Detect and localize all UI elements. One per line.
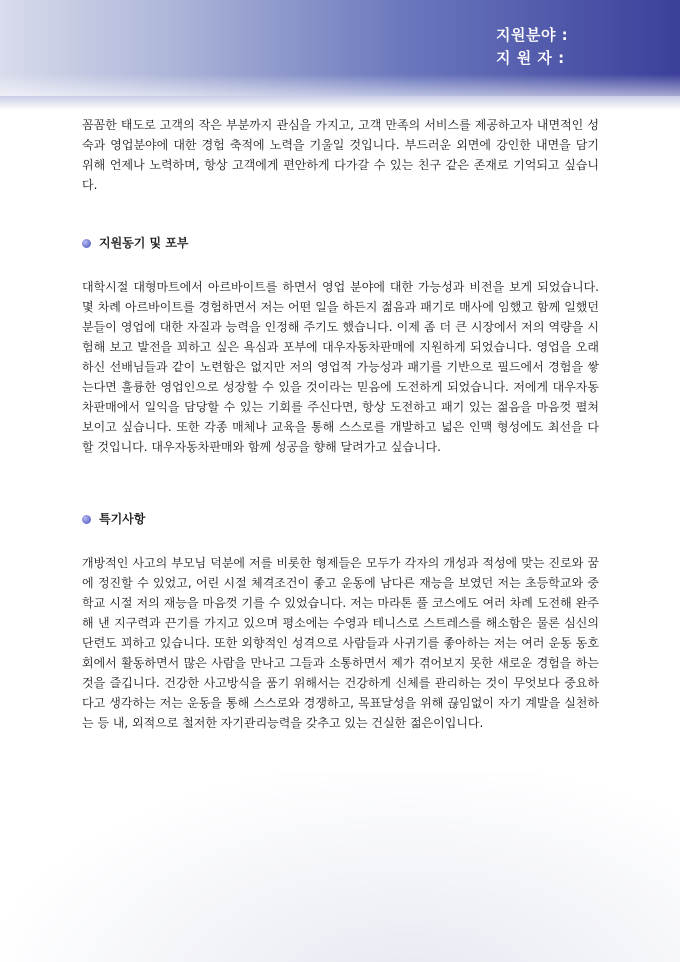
applicant-label: 지 원 자 : [496, 49, 565, 67]
document-body [82, 115, 599, 733]
header-glow [0, 96, 680, 110]
motivation-paragraph: 대학시절 대형마트에서 아르바이트를 하면서 영업 분야에 대한 가능성과 비전을 보게 되었습니다. 몇 차례 아르바이트를 경험하면서 저는 어떤 일을 하든지 젊음과 패기로 매사에 임했고 함께 일했던 분들이 영업에 대한 자질과 능력을 인정해 주기도 했습니다. 이제 좀 더 큰 시장에서 저의 역량을 시험해 보고 발전을 꾀하고 싶은 욕심과 포부에 대우자동차판매에 지원하게 되었습니다. 영업을 오래하신 선배님들과 같이 노련함은 없지만 저의 영업적 가능성과 패기를 기반으로 필드에서 경험을 쌓는다면 훌륭한 영업인으로 성장할 수 있을 것이라는 믿음에 도전하게 되었습니다. 저에게 대우자동차판매에서 일익을 담당할 수 있는 기회를 주신다면, 항상 도전하고 패기 있는 젊음을 마음껏 펼쳐 보이고 싶습니다. 또한 각종 매체나 교육을 통해 스스로를 개발하고 넓은 인맥 형성에도 최선을 다할 것입니다. 대우자동차판매와 함께 성공을 향해 달려가고 싶습니다. [82, 280, 599, 454]
header-labels [496, 24, 568, 70]
section-heading-specialties [82, 509, 599, 529]
bullet-icon [82, 515, 91, 524]
bottom-decoration [0, 772, 680, 962]
section-title: 지원동기 및 포부 [99, 236, 189, 250]
specialties-paragraph: 개방적인 사고의 부모님 덕분에 저를 비롯한 형제들은 모두가 각자의 개성과 적성에 맞는 진로와 꿈에 정진할 수 있었고, 어린 시절 체격조건이 좋고 운동에 남다른 재능을 보였던 저는 초등학교와 중학교 시절 저의 재능을 마음껏 기를 수 있었습니다. 저는 마라톤 풀 코스에도 여러 차례 도전해 완주해 낸 지구력과 끈기를 가지고 있으며 평소에는 수영과 테니스로 스트레스를 해소함은 물론 심신의 단련도 꾀하고 있습니다. 또한 외향적인 성격으로 사람들과 사귀기를 좋아하는 저는 여러 운동 동호회에서 활동하면서 많은 사람을 만나고 그들과 소통하면서 제가 겪어보지 못한 새로운 경험을 하는 것을 즐깁니다. 건강한 사고방식을 품기 위해서는 건강하게 신체를 관리하는 것이 무엇보다 중요하다고 생각하는 저는 운동을 통해 스스로와 경쟁하고, 목표달성을 위해 끊임없이 자기 계발을 실천하는 등 내, 외적으로 철저한 자기관리능력을 갖추고 있는 건실한 젊은이입니다. [82, 556, 599, 730]
section-heading-motivation [82, 233, 599, 253]
field-label: 지원분야 : [496, 26, 569, 44]
bullet-icon [82, 239, 91, 248]
section-title: 특기사항 [99, 512, 146, 526]
header-banner [0, 0, 680, 96]
intro-paragraph: 꼼꼼한 태도로 고객의 작은 부분까지 관심을 가지고, 고객 만족의 서비스를 제공하고자 내면적인 성숙과 영업분야에 대한 경험 축적에 노력을 기울일 것입니다. 부드러운 외면에 강인한 내면을 담기 위해 언제나 노력하며, 항상 고객에게 편안하게 다가갈 수 있는 친구 같은 존재로 기억되고 싶습니다. [82, 118, 599, 192]
